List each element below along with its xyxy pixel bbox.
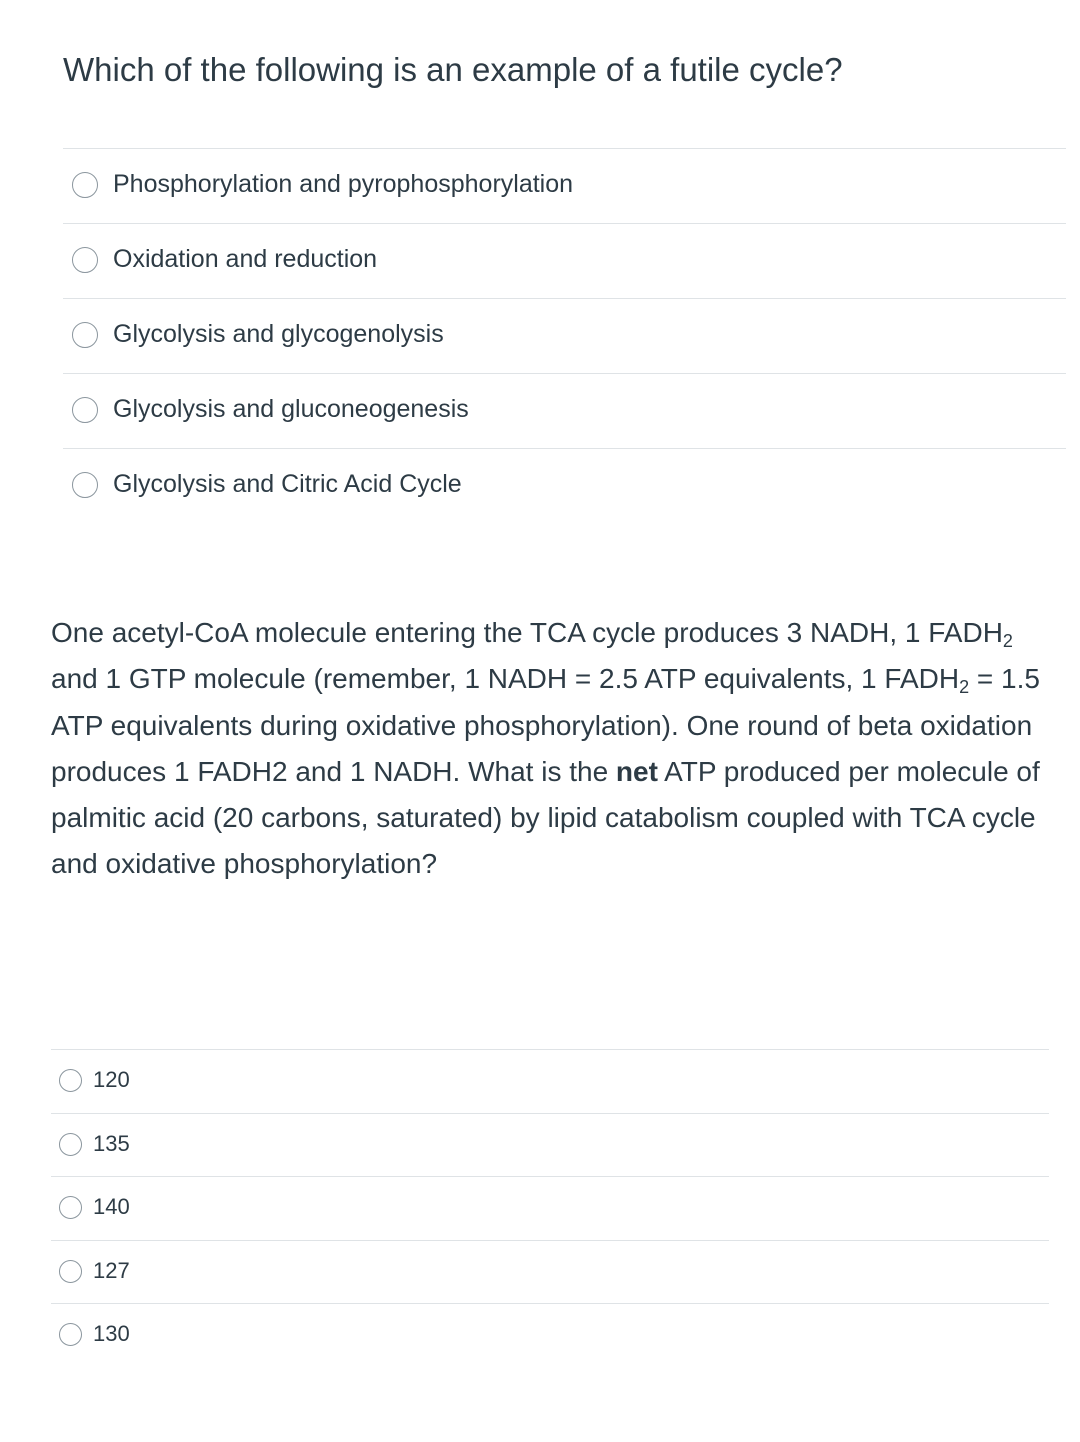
answer-option[interactable] — [63, 148, 1066, 223]
answer-option[interactable] — [63, 298, 1066, 373]
answer-option-label[interactable]: Glycolysis and gluconeogenesis — [113, 395, 469, 423]
answer-option-label[interactable]: 140 — [93, 1194, 130, 1219]
question-2-text-part: = 1.5 ATP equivalents during oxidative phosphorylation). One round of beta oxidation produces 1 FADH2 and 1 NADH. What is the — [51, 663, 1040, 787]
answer-option-label[interactable]: 130 — [93, 1321, 130, 1346]
answer-option-label[interactable]: Glycolysis and glycogenolysis — [113, 320, 444, 348]
question-2-options — [51, 1049, 1049, 1367]
question-2-text-part: ATP produced per molecule of palmitic acid (20 carbons, saturated) by lipid catabolism coupled with TCA cycle and oxidative phosphorylation? — [51, 755, 1040, 880]
radio-button[interactable] — [72, 472, 98, 498]
radio-button[interactable] — [59, 1196, 82, 1219]
question-1-options — [63, 148, 1066, 523]
answer-option[interactable] — [51, 1049, 1049, 1113]
answer-option[interactable] — [63, 223, 1066, 298]
subscript: 2 — [1002, 631, 1013, 651]
subscript: 2 — [959, 677, 970, 698]
question-2-text-part: One acetyl-CoA molecule entering the TCA cycle produces 3 NADH, 1 FADH — [51, 617, 1003, 648]
answer-option[interactable] — [63, 373, 1066, 448]
answer-option[interactable] — [51, 1240, 1049, 1304]
emphasis-net: net — [615, 755, 658, 787]
answer-option[interactable] — [63, 448, 1066, 523]
radio-button[interactable] — [59, 1133, 82, 1156]
answer-option-label[interactable]: Phosphorylation and pyrophosphorylation — [113, 170, 574, 198]
question-2-text — [51, 610, 1051, 888]
answer-option-label[interactable]: 120 — [93, 1067, 130, 1092]
radio-button[interactable] — [59, 1323, 82, 1346]
radio-button[interactable] — [59, 1069, 82, 1092]
radio-button[interactable] — [72, 322, 98, 348]
question-1-text: Which of the following is an example of a futile cycle? — [63, 51, 843, 88]
answer-option[interactable] — [51, 1176, 1049, 1240]
radio-button[interactable] — [72, 247, 98, 273]
question-2-text-part: and 1 GTP molecule (remember, 1 NADH = 2.5 ATP equivalents, 1 FADH — [51, 663, 960, 695]
answer-option-label[interactable]: Oxidation and reduction — [113, 245, 378, 273]
radio-button[interactable] — [72, 397, 98, 423]
answer-option[interactable] — [51, 1303, 1049, 1367]
answer-option-label[interactable]: 135 — [93, 1130, 130, 1156]
radio-button[interactable] — [72, 172, 98, 198]
radio-button[interactable] — [59, 1260, 82, 1283]
answer-option-label[interactable]: 127 — [93, 1257, 130, 1283]
answer-option-label[interactable]: Glycolysis and Citric Acid Cycle — [113, 470, 462, 498]
answer-option[interactable] — [51, 1113, 1049, 1177]
